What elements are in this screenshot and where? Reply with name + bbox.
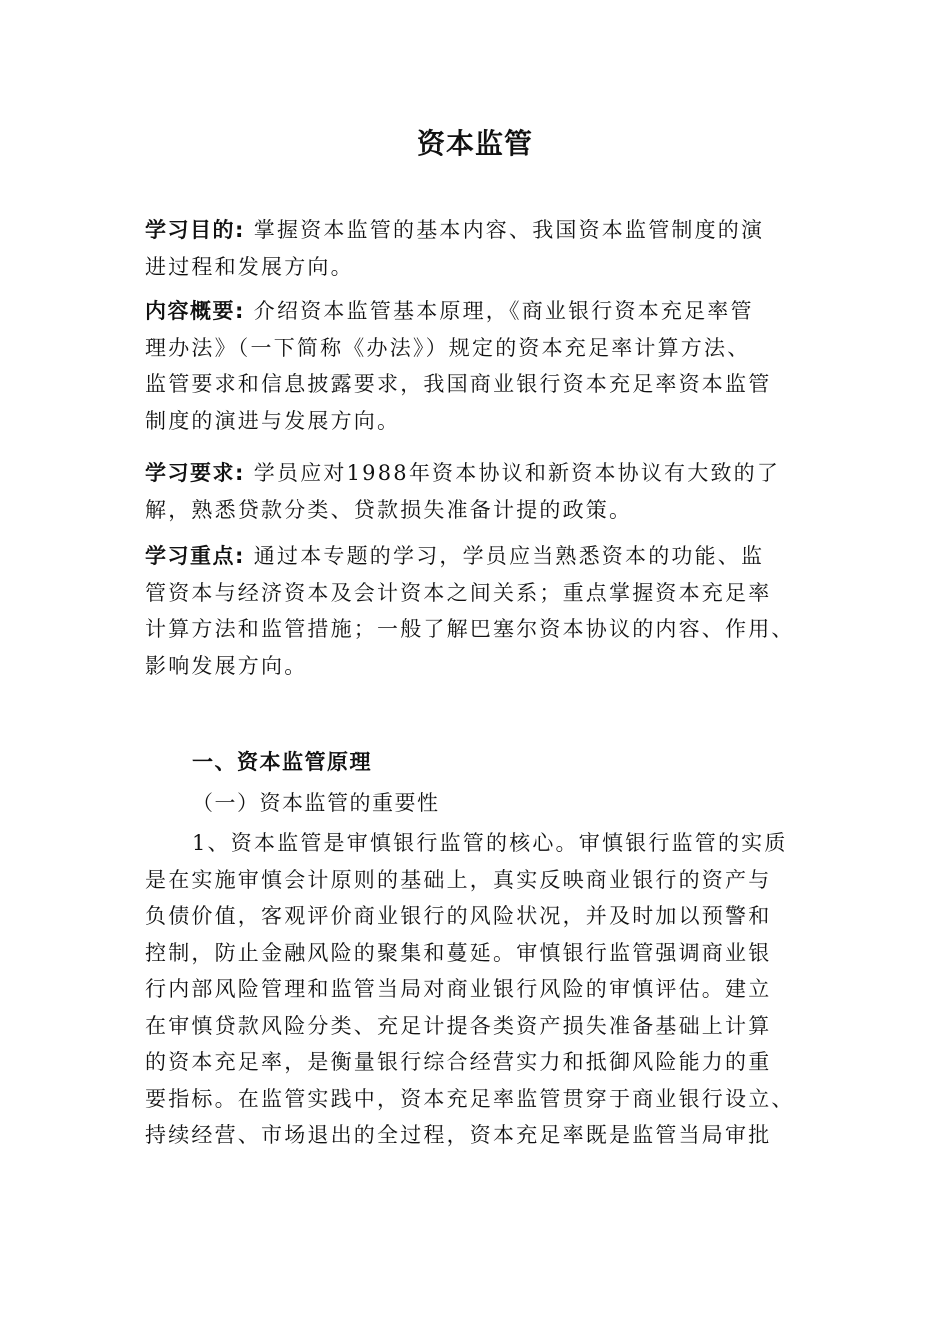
focus-text-line: 影响发展方向。	[145, 653, 308, 678]
summary-text-line: 介绍资本监管基本原理，《商业银行资本充足率管	[253, 299, 754, 323]
requirement-paragraph	[145, 455, 835, 528]
paragraph-line: 在审慎贷款风险分类、充足计提各类资产损失准备基础上计算	[145, 1013, 772, 1038]
summary-label: 内容概要:	[145, 299, 245, 323]
paragraph-line: 1、资本监管是审慎银行监管的核心。审慎银行监管的实质	[192, 831, 788, 855]
document-title: 资本监管	[416, 127, 533, 160]
body-paragraph	[145, 825, 835, 1154]
paragraph-line: 行内部风险管理和监管当局对商业银行风险的审慎评估。建立	[145, 977, 772, 1001]
objective-label: 学习目的:	[145, 218, 245, 242]
paragraph-line: 的资本充足率，是衡量银行综合经营实力和抵御风险能力的重	[145, 1050, 772, 1074]
focus-label: 学习重点:	[145, 544, 245, 568]
objective-text-line: 进过程和发展方向。	[145, 254, 354, 279]
objective-text-line: 掌握资本监管的基本内容、我国资本监管制度的演	[253, 218, 765, 242]
paragraph-line: 负债价值，客观评价商业银行的风险状况，并及时加以预警和	[145, 904, 772, 928]
summary-text-line: 理办法》（一下简称《办法》）规定的资本充足率计算方法、	[145, 335, 751, 360]
summary-text-line: 监管要求和信息披露要求，我国商业银行资本充足率资本监管	[145, 372, 772, 396]
objective-paragraph	[145, 212, 835, 285]
paragraph-line: 持续经营、市场退出的全过程，资本充足率既是监管当局审批	[145, 1123, 772, 1147]
focus-text-line: 计算方法和监管措施；一般了解巴塞尔资本协议的内容、作用、	[145, 617, 795, 641]
requirement-label: 学习要求:	[145, 461, 245, 485]
section-heading: 一、资本监管原理	[192, 750, 372, 774]
requirement-text-line: 学员应对1988年资本协议和新资本协议有大致的了	[253, 461, 781, 485]
focus-text-line: 通过本专题的学习，学员应当熟悉资本的功能、监	[253, 544, 765, 568]
requirement-text-line: 解，熟悉贷款分类、贷款损失准备计提的政策。	[145, 497, 633, 522]
summary-paragraph	[145, 293, 835, 439]
paragraph-line: 控制，防止金融风险的聚集和蔓延。审慎银行监管强调商业银	[145, 940, 772, 965]
paragraph-line: 是在实施审慎会计原则的基础上，真实反映商业银行的资产与	[145, 867, 772, 892]
section-subheading: （一）资本监管的重要性	[192, 791, 440, 815]
focus-text-line: 管资本与经济资本及会计资本之间关系；重点掌握资本充足率	[145, 580, 772, 605]
summary-text-line: 制度的演进与发展方向。	[145, 408, 401, 433]
paragraph-line: 要指标。在监管实践中，资本充足率监管贯穿于商业银行设立、	[145, 1086, 795, 1111]
focus-paragraph	[145, 538, 835, 684]
